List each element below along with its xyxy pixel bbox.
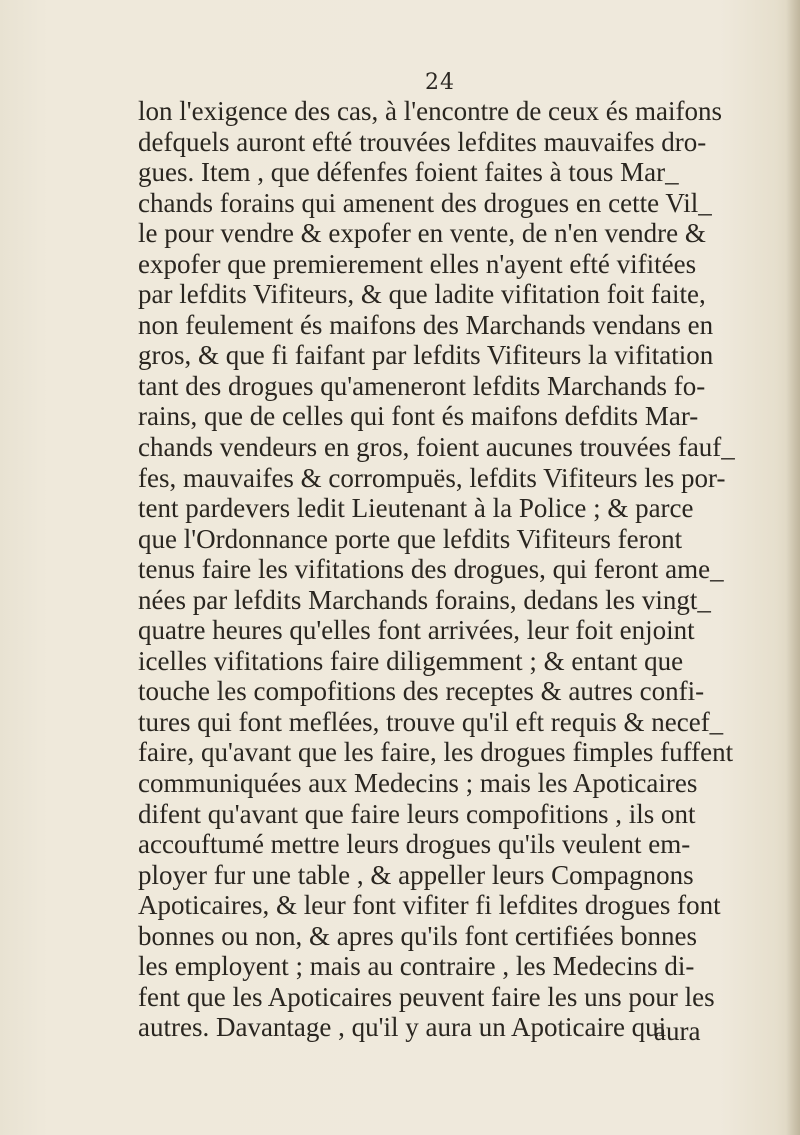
page-number: 24 <box>425 70 455 95</box>
text-line: chands forains qui amenent des drogues en cette Vil_ <box>138 187 712 218</box>
text-line: Apoticaires, & leur font vifiter fi lefdites drogues font <box>138 890 721 921</box>
text-line: tenus faire les vifitations des drogues, qui feront ame_ <box>138 554 724 585</box>
text-line: bonnes ou non, & apres qu'ils font certifiées bonnes <box>138 920 697 951</box>
text-line: nées par lefdits Marchands forains, dedans les vingt_ <box>138 584 711 615</box>
text-line: communiquées aux Medecins ; mais les Apoticaires <box>138 768 698 799</box>
text-line: que l'Ordonnance porte que lefdits Vifiteurs feront <box>138 523 683 554</box>
text-line: les employent ; mais au contraire , les Medecins di- <box>138 951 695 982</box>
text-line: defquels auront efté trouvées lefdites mauvaifes dro- <box>138 126 707 157</box>
text-line: non feulement és maifons des Marchands vendans en <box>138 309 714 340</box>
text-line: expofer que premierement elles n'ayent efté vifitées <box>138 248 697 279</box>
body-text <box>138 96 788 1043</box>
text-line: gues. Item , que défenfes foient faites à tous Mar_ <box>138 157 679 188</box>
page-edge-shadow <box>786 0 800 1135</box>
text-line: quatre heures qu'elles font arrivées, leur foit enjoint <box>138 615 695 646</box>
text-line: fes, mauvaifes & corrompuës, lefdits Vifiteurs les por- <box>138 462 726 493</box>
text-line: rains, que de celles qui font és maifons defdits Mar- <box>138 401 699 432</box>
text-line: touche les compofitions des receptes & autres confi- <box>138 676 705 707</box>
text-line: difent qu'avant que faire leurs compofitions , ils ont <box>138 798 696 829</box>
text-line: fent que les Apoticaires peuvent faire les uns pour les <box>138 981 715 1012</box>
catchword: aura <box>654 1016 701 1046</box>
text-line: tent pardevers ledit Lieutenant à la Police ; & parce <box>138 493 694 524</box>
text-line: par lefdits Vifiteurs, & que ladite vifitation foit faite, <box>138 279 706 310</box>
text-line: ployer fur une table , & appeller leurs Compagnons <box>138 859 694 890</box>
text-line: icelles vifitations faire diligemment ; & entant que <box>138 645 684 676</box>
text-line: le pour vendre & expofer en vente, de n'en vendre & <box>138 218 706 249</box>
text-line: tures qui font meflées, trouve qu'il eft requis & necef_ <box>138 706 724 737</box>
text-line: autres. Davantage , qu'il y aura un Apoticaire qui <box>138 1012 667 1043</box>
text-line: lon l'exigence des cas, à l'encontre de ceux és maifons <box>138 96 722 126</box>
text-line: tant des drogues qu'ameneront lefdits Marchands fo- <box>138 370 706 401</box>
text-line: accouftumé mettre leurs drogues qu'ils veulent em- <box>138 829 691 860</box>
text-line: faire, qu'avant que les faire, les drogues fimples fuffent <box>138 737 734 768</box>
text-line: chands vendeurs en gros, foient aucunes trouvées fauf_ <box>138 432 735 463</box>
text-line: gros, & que fi faifant par lefdits Vifiteurs la vifitation <box>138 340 714 371</box>
